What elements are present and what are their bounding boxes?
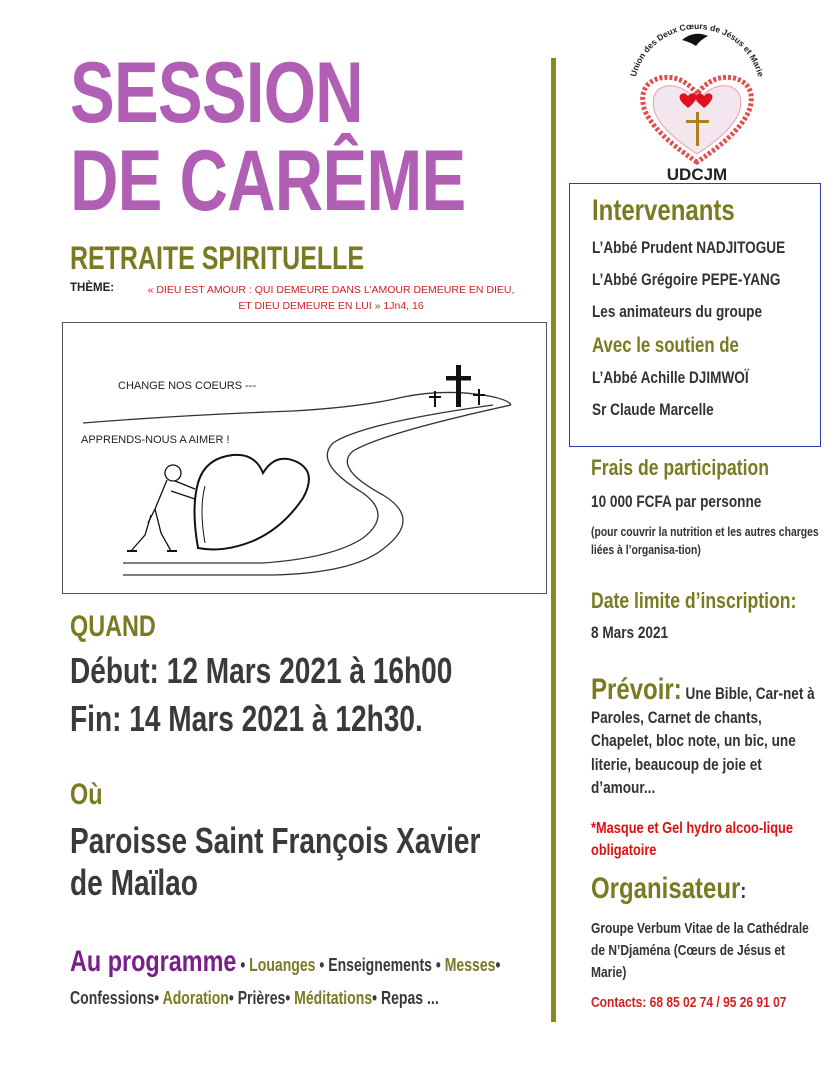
when-label: QUAND: [70, 610, 156, 643]
programme-item: Confessions: [70, 988, 155, 1008]
organizer-text: Groupe Verbum Vitae de la Cathédrale de N’Djaména (Cœurs de Jésus et Marie): [591, 920, 809, 981]
subtitle: RETRAITE SPIRITUELLE: [70, 240, 364, 276]
contacts: Contacts: 68 85 02 74 / 95 26 91 07: [591, 994, 787, 1011]
udcjm-logo: [612, 22, 782, 182]
programme-item: Repas ...: [380, 988, 439, 1008]
organizer-heading: Organisateur: [591, 872, 741, 905]
theme-line-2: ET DIEU DEMEURE EN LUI » 1Jn4, 16: [238, 300, 424, 312]
illustration-caption-1: CHANGE NOS COEURS ---: [118, 380, 257, 392]
illustration-caption-2: APPRENDS-NOUS A AIMER !: [81, 434, 230, 446]
programme-item: Prières: [237, 988, 286, 1008]
programme-item: Méditations: [294, 988, 373, 1008]
programme-row-1: Au programme • Louanges • Enseignements • Messes•: [70, 945, 501, 978]
support-item: L’Abbé Achille DJIMWOÏ: [592, 368, 749, 387]
bring-block: [591, 673, 820, 800]
programme-item: Enseignements: [328, 955, 432, 975]
logo-arc-text: Union des Deux Cœurs de Jésus et Marie: [628, 22, 766, 78]
column-divider: [551, 58, 556, 1022]
theme-line-1: « DIEU EST AMOUR : QUI DEMEURE DANS L’AMOUR DEMEURE EN DIEU,: [147, 284, 515, 296]
organizer-heading-row: [591, 872, 746, 906]
where-label: Où: [70, 778, 103, 811]
support-item: Sr Claude Marcelle: [592, 400, 714, 419]
support-heading: Avec le soutien de: [592, 334, 739, 357]
title-line-1: SESSION: [70, 45, 363, 141]
speaker-item: L’Abbé Prudent NADJITOGUE: [592, 238, 786, 257]
illustration: [62, 322, 547, 594]
where-line-2: de Maïlao: [70, 862, 198, 903]
where-line-1: Paroisse Saint François Xavier: [70, 820, 481, 861]
udcjm-logo-graphic: [612, 22, 782, 182]
speakers-heading: Intervenants: [592, 194, 735, 227]
programme-item: Adoration: [162, 988, 229, 1008]
logo-acronym: UDCJM: [666, 165, 728, 182]
fees-heading: Frais de participation: [591, 455, 769, 480]
deadline-value: 8 Mars 2021: [591, 623, 669, 642]
deadline-heading: Date limite d’inscription:: [591, 588, 797, 613]
programme-item: Louanges: [249, 955, 316, 975]
fees-note: (pour couvrir la nutrition et les autres charges liées à l’organisa-tion): [591, 524, 819, 557]
programme-label: Au programme: [70, 945, 237, 978]
illustration-drawing: [63, 323, 546, 593]
theme-text: [126, 282, 536, 314]
programme-item: Messes: [444, 955, 496, 975]
title-line-2: DE CARÊME: [70, 133, 466, 229]
fees-amount: 10 000 FCFA par personne: [591, 492, 762, 511]
svg-text:Union des Deux Cœurs de Jésus: [628, 22, 766, 78]
programme-row-2: Confessions• Adoration• Prières• Méditations• Repas ...: [70, 988, 439, 1008]
when-end: Fin: 14 Mars 2021 à 12h30.: [70, 698, 423, 739]
when-start: Début: 12 Mars 2021 à 16h00: [70, 650, 453, 691]
theme-label: THÈME:: [70, 282, 115, 294]
speaker-item: Les animateurs du groupe: [592, 302, 763, 321]
bring-label: Prévoir:: [591, 673, 682, 706]
organizer-colon: :: [740, 878, 747, 903]
speaker-item: L’Abbé Grégoire PEPE-YANG: [592, 270, 781, 289]
mask-notice: *Masque et Gel hydro alcoo-lique obligatoire: [591, 820, 793, 859]
bring-text: Une Bible, Car-net à Paroles, Carnet de chants, Chapelet, bloc note, un bic, une literie, beaucoup de joie et d’amour...: [591, 684, 815, 797]
